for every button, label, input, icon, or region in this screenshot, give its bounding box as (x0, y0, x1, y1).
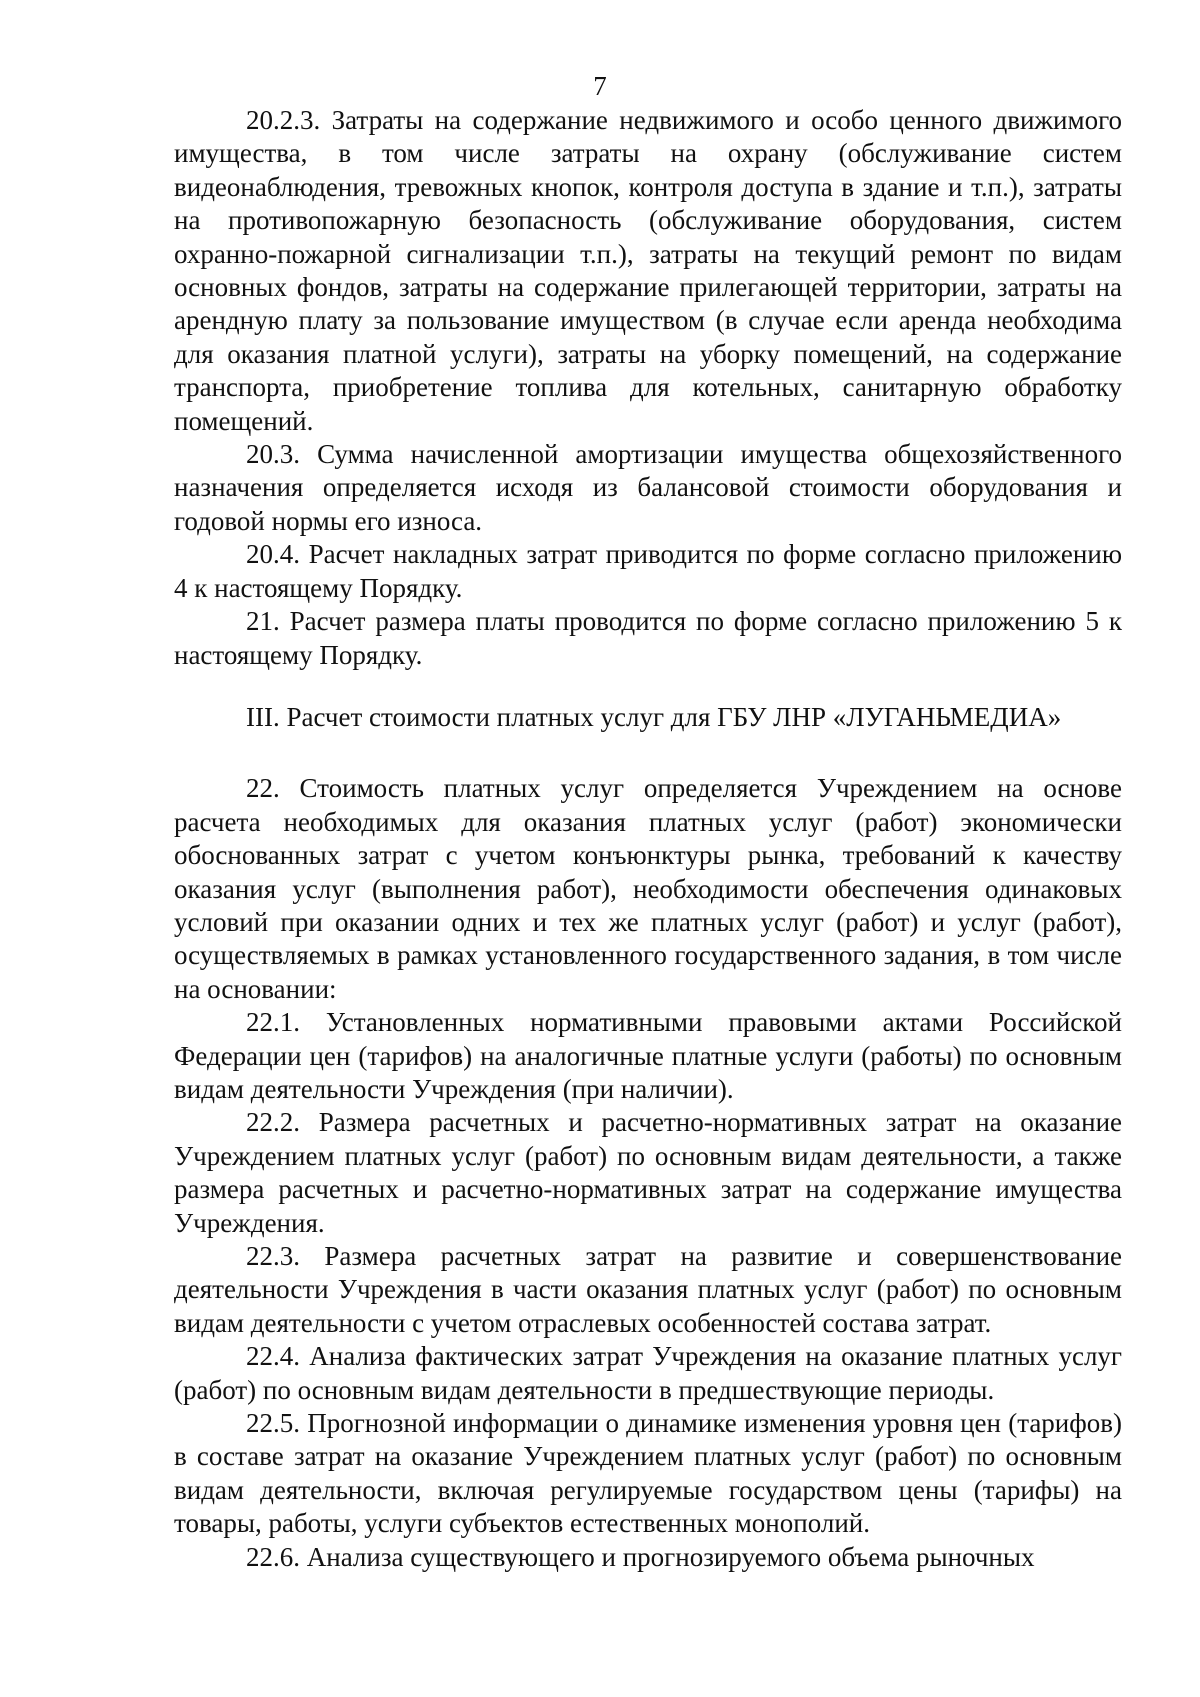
paragraph-22-2: 22.2. Размера расчетных и расчетно-нормативных затрат на оказание Учреждением платных услуг (работ) по основным видам деятельности, а также размера расчетных и расчетно-нормативных затрат на содержание имущества Учреждения. (174, 1107, 1122, 1238)
paragraph-22-3: 22.3. Размера расчетных затрат на развитие и совершенствование деятельности Учреждения в части оказания платных услуг (работ) по основным видам деятельности с учетом отраслевых особенностей состава затрат. (174, 1241, 1122, 1338)
paragraph-22: 22. Стоимость платных услуг определяется Учреждением на основе расчета необходимых для оказания платных услуг (работ) экономически обоснованных затрат с учетом конъюнктуры рынка, требований к качеству оказания услуг (выполнения работ), необходимости обеспечения одинаковых условий при оказании одних и тех же платных услуг (работ) и услуг (работ), осуществляемых в рамках установленного государственного задания, в том числе на основании: (174, 773, 1122, 1004)
paragraph-21: 21. Расчет размера платы проводится по форме согласно приложению 5 к настоящему Порядку. (174, 606, 1122, 670)
paragraph-22-6: 22.6. Анализа существующего и прогнозируемого объема рыночных (246, 1541, 1035, 1572)
paragraph-20-4: 20.4. Расчет накладных затрат приводится по форме согласно приложению 4 к настоящему Порядку. (174, 539, 1122, 603)
section-heading: III. Расчет стоимости платных услуг для ГБУ ЛНР «ЛУГАНЬМЕДИА» (246, 701, 1062, 732)
paragraph-22-5: 22.5. Прогнозной информации о динамике изменения уровня цен (тарифов) в составе затрат на оказание Учреждением платных услуг (работ) по основным видам деятельности, включая регулируемые государством цены (тарифы) на товары, работы, услуги субъектов естественных монополий. (174, 1408, 1122, 1539)
paragraph-22-1: 22.1. Установленных нормативными правовыми актами Российской Федерации цен (тарифов) на аналогичные платные услуги (работы) по основным видам деятельности Учреждения (при наличии). (174, 1007, 1122, 1104)
paragraph-22-4: 22.4. Анализа фактических затрат Учреждения на оказание платных услуг (работ) по основным видам деятельности в предшествующие периоды. (174, 1341, 1122, 1405)
page-number: 7 (593, 71, 607, 101)
document-body (174, 104, 1122, 1574)
paragraph-20-2-3: 20.2.3. Затраты на содержание недвижимого и особо ценного движимого имущества, в том числе затраты на охрану (обслуживание систем видеонаблюдения, тревожных кнопок, контроля доступа в здание и т.п.), затраты на противопожарную безопасность (обслуживание оборудования, систем охранно-пожарной сигнализации т.п.), затраты на текущий ремонт по видам основных фондов, затраты на содержание прилегающей территории, затраты на арендную плату за пользование имуществом (в случае если аренда необходима для оказания платной услуги), затраты на уборку помещений, на содержание транспорта, приобретение топлива для котельных, санитарную обработку помещений. (174, 105, 1122, 436)
paragraph-20-3: 20.3. Сумма начисленной амортизации имущества общехозяйственного назначения определяется исходя из балансовой стоимости оборудования и годовой нормы его износа. (174, 439, 1122, 536)
